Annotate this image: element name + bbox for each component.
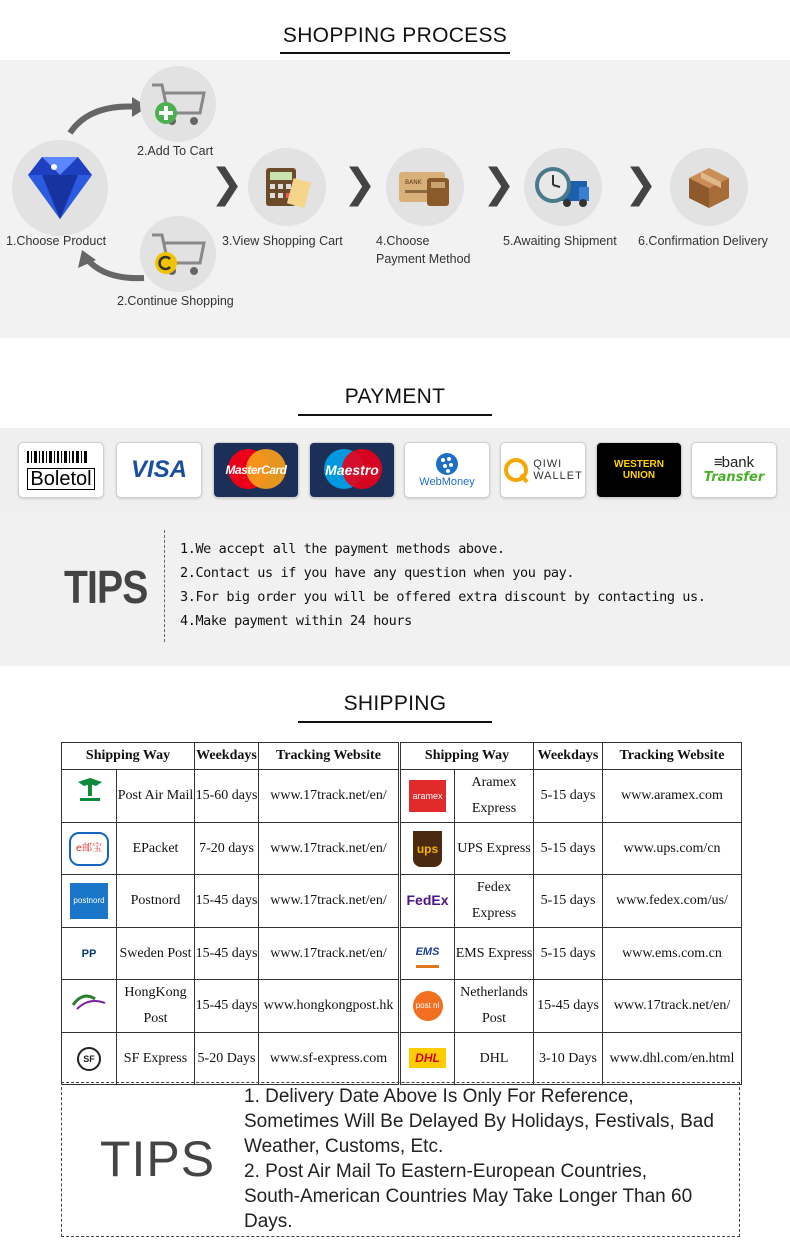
transfer-label: Transfer	[703, 470, 765, 485]
table-row	[62, 875, 742, 928]
tip-line: 3.For big order you will be offered extra discount by contacting us.	[180, 589, 706, 605]
tracking-website-link[interactable]: www.17track.net/en/	[259, 823, 400, 875]
dashed-divider	[164, 530, 165, 642]
step-view-shopping-cart	[248, 148, 326, 226]
tip-line: Days.	[244, 1211, 293, 1232]
shipping-way: Aramex Express	[455, 770, 534, 823]
shipping-way: SF Express	[117, 1033, 195, 1085]
tracking-website-link[interactable]: www.17track.net/en/	[603, 980, 742, 1033]
header-weekdays: Weekdays	[195, 743, 259, 770]
table-row	[62, 1033, 742, 1085]
maestro-label: Maestro	[325, 462, 379, 478]
chevron-right-icon: ❯	[210, 161, 244, 207]
title-underline	[280, 52, 510, 54]
weekdays: 7-20 days	[195, 823, 259, 875]
step-choose-product	[12, 140, 108, 236]
table-row	[62, 823, 742, 875]
payment-qiwi	[500, 442, 586, 498]
tip-line: Weather, Customs, Etc.	[244, 1136, 444, 1157]
postnord-logo: postnord	[62, 875, 117, 928]
boleto-barcode-icon	[27, 451, 89, 463]
payment-boleto	[18, 442, 104, 498]
step-label: 3.View Shopping Cart	[222, 234, 343, 248]
shipping-way: Netherlands Post	[455, 980, 534, 1033]
payment-maestro	[309, 442, 395, 498]
weekdays: 15-45 days	[195, 980, 259, 1033]
tips-heading: TIPS	[100, 1131, 216, 1187]
continue-shopping-cart-icon	[148, 227, 208, 281]
shipping-way: UPS Express	[455, 823, 534, 875]
shipping-way: HongKong Post	[117, 980, 195, 1033]
tracking-website-link[interactable]: www.dhl.com/en.html	[603, 1033, 742, 1085]
header-shipping-way: Shipping Way	[400, 743, 534, 770]
table-row	[62, 928, 742, 980]
diamond-icon	[18, 153, 102, 223]
step-awaiting-shipment	[524, 148, 602, 226]
step-confirmation-delivery	[670, 148, 748, 226]
tip-line: 1.We accept all the payment methods above.	[180, 541, 505, 557]
svg-text:BANK: BANK	[405, 179, 422, 186]
western-label: WESTERN	[614, 459, 664, 470]
boleto-label: Boletol	[27, 468, 94, 490]
step-choose-payment	[386, 148, 464, 226]
tracking-website-link[interactable]: www.hongkongpost.hk	[259, 980, 400, 1033]
header-tracking-website: Tracking Website	[259, 743, 400, 770]
tracking-website-link[interactable]: www.17track.net/en/	[259, 770, 400, 823]
qiwi-wallet-label: WALLET	[533, 470, 583, 482]
tips-heading: TIPS	[64, 561, 148, 613]
step-label: 2.Add To Cart	[137, 144, 214, 158]
tip-line: 4.Make payment within 24 hours	[180, 613, 412, 629]
tip-line: South-American Countries May Take Longer Than 60	[244, 1186, 693, 1207]
qiwi-label: QIWI	[533, 458, 563, 470]
tip-line: 2.Contact us if you have any question when you pay.	[180, 565, 575, 581]
shipping-title: SHIPPING	[343, 692, 447, 715]
weekdays: 5-15 days	[534, 875, 603, 928]
title-underline	[298, 414, 492, 416]
payment-webmoney	[404, 442, 490, 498]
postnl-logo: post nl	[400, 980, 455, 1033]
shipping-way: Fedex Express	[455, 875, 534, 928]
shipping-table	[61, 742, 742, 1085]
shipping-way: Sweden Post	[117, 928, 195, 980]
china-post-logo	[62, 770, 117, 823]
add-to-cart-icon	[148, 77, 208, 131]
shipping-way: Postnord	[117, 875, 195, 928]
mastercard-label: MasterCard	[225, 463, 287, 477]
webmoney-globe-icon	[434, 452, 460, 476]
ups-logo: ups	[400, 823, 455, 875]
payment-methods-band	[0, 428, 790, 513]
chevron-right-icon: ❯	[624, 161, 658, 207]
step-label: 4.Choose	[376, 234, 430, 248]
epacket-logo: e邮宝	[62, 823, 117, 875]
weekdays: 3-10 Days	[534, 1033, 603, 1085]
union-label: UNION	[622, 470, 656, 481]
visa-label: VISA	[130, 456, 187, 483]
weekdays: 5-20 Days	[195, 1033, 259, 1085]
sf-express-logo: SF	[62, 1033, 117, 1085]
ems-logo: EMS	[400, 928, 455, 980]
shipping-way: EMS Express	[455, 928, 534, 980]
step-label: 2.Continue Shopping	[117, 294, 234, 308]
shipping-way: DHL	[455, 1033, 534, 1085]
tracking-website-link[interactable]: www.17track.net/en/	[259, 928, 400, 980]
weekdays: 5-15 days	[534, 770, 603, 823]
table-row	[62, 980, 742, 1033]
tracking-website-link[interactable]: www.sf-express.com	[259, 1033, 400, 1085]
weekdays: 15-45 days	[534, 980, 603, 1033]
payment-bank-transfer: ≡bank Transfer	[691, 442, 777, 498]
header-weekdays: Weekdays	[534, 743, 603, 770]
tracking-website-link[interactable]: www.ups.com/cn	[603, 823, 742, 875]
payment-title: PAYMENT	[344, 385, 446, 408]
tip-line: Sometimes Will Be Delayed By Holidays, Festivals, Bad	[244, 1111, 714, 1132]
webmoney-label: WebMoney	[419, 476, 475, 488]
step-label: 5.Awaiting Shipment	[503, 234, 617, 248]
step-add-to-cart	[140, 66, 216, 142]
tracking-website-link[interactable]: www.aramex.com	[603, 770, 742, 823]
qiwi-logo-icon	[503, 457, 529, 483]
tip-line: 2. Post Air Mail To Eastern-European Countries,	[244, 1161, 648, 1182]
fedex-logo: FedEx	[400, 875, 455, 928]
step-label-line2: Payment Method	[376, 252, 471, 266]
step-label: 6.Confirmation Delivery	[638, 234, 768, 248]
sweden-post-logo: PP	[62, 928, 117, 980]
aramex-logo: aramex	[400, 770, 455, 823]
tip-line: 1. Delivery Date Above Is Only For Reference,	[244, 1086, 634, 1107]
clock-truck-icon	[533, 163, 593, 211]
tracking-website-link[interactable]: www.17track.net/en/	[259, 875, 400, 928]
package-icon	[683, 162, 735, 212]
bank-card-icon	[397, 164, 453, 210]
shopping-process-title: SHOPPING PROCESS	[282, 24, 508, 47]
header-tracking-website: Tracking Website	[603, 743, 742, 770]
header-shipping-way: Shipping Way	[62, 743, 195, 770]
weekdays: 5-15 days	[534, 823, 603, 875]
step-label: 1.Choose Product	[6, 234, 107, 248]
dhl-logo: DHL	[400, 1033, 455, 1085]
weekdays: 15-45 days	[195, 875, 259, 928]
chevron-right-icon: ❯	[482, 161, 516, 207]
payment-mastercard	[213, 442, 299, 498]
tracking-website-link[interactable]: www.ems.com.cn	[603, 928, 742, 980]
shipping-way: EPacket	[117, 823, 195, 875]
curved-arrow-icon	[60, 95, 150, 135]
bank-label: bank	[721, 454, 755, 471]
shipping-way: Post Air Mail	[117, 770, 195, 823]
payment-western-union	[596, 442, 682, 498]
step-continue-shopping	[140, 216, 216, 292]
title-underline	[298, 721, 492, 723]
hongkong-post-logo	[62, 980, 117, 1033]
tracking-website-link[interactable]: www.fedex.com/us/	[603, 875, 742, 928]
calculator-icon	[262, 162, 312, 212]
weekdays: 15-60 days	[195, 770, 259, 823]
weekdays: 15-45 days	[195, 928, 259, 980]
payment-visa	[116, 442, 202, 498]
chevron-right-icon: ❯	[343, 161, 377, 207]
table-row	[62, 770, 742, 823]
weekdays: 5-15 days	[534, 928, 603, 980]
